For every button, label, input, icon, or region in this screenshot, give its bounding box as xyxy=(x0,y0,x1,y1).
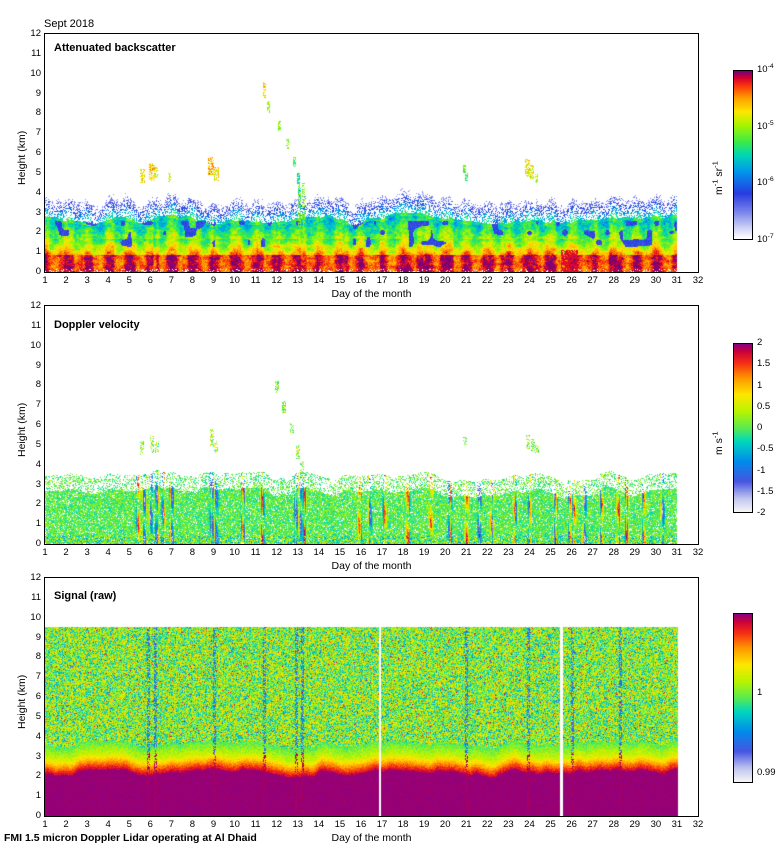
x-tick-label: 11 xyxy=(250,275,261,286)
x-tick-label: 13 xyxy=(292,547,304,558)
x-tick-label: 19 xyxy=(418,819,430,830)
x-tick-label: 14 xyxy=(313,547,325,558)
x-tick-label: 25 xyxy=(545,275,556,286)
x-tick-label: 12 xyxy=(271,547,282,558)
colorbar3-tick: 0.99 xyxy=(757,766,776,778)
x-tick-label: 16 xyxy=(355,547,367,558)
colorbar2-tick: 1.5 xyxy=(757,358,771,370)
x-tick-label: 28 xyxy=(608,547,620,558)
panel-title-attenuated-backscatter: Attenuated backscatter xyxy=(52,41,179,55)
y-tick-label: 7 xyxy=(35,671,41,683)
colorbar-signal-raw xyxy=(733,613,753,783)
y-tick-label: 12 xyxy=(30,300,41,311)
panel1-y-axis-label: Height (km) xyxy=(16,130,28,185)
x-tick-label: 17 xyxy=(376,819,388,830)
x-tick-label: 20 xyxy=(439,819,451,830)
y-tick-label: 5 xyxy=(35,166,41,178)
x-tick-label: 11 xyxy=(250,819,261,830)
x-tick-label: 3 xyxy=(84,275,90,286)
x-tick-label: 13 xyxy=(292,275,304,286)
x-tick-label: 30 xyxy=(650,819,662,830)
panel3-x-axis-label: Day of the month xyxy=(331,832,412,844)
x-tick-label: 12 xyxy=(271,819,282,830)
panel-doppler-velocity-plot[interactable] xyxy=(44,305,699,545)
x-tick-label: 19 xyxy=(418,547,430,558)
x-tick-label: 27 xyxy=(587,547,598,558)
y-tick-label: 9 xyxy=(35,359,41,371)
x-tick-label: 22 xyxy=(482,547,493,558)
x-tick-label: 16 xyxy=(355,819,367,830)
y-tick-label: 10 xyxy=(30,67,41,79)
x-tick-label: 27 xyxy=(587,275,598,286)
x-tick-label: 4 xyxy=(105,819,111,830)
x-tick-label: 32 xyxy=(692,819,704,830)
x-tick-label: 8 xyxy=(189,547,196,558)
y-tick-label: 9 xyxy=(35,631,41,643)
y-tick-label: 5 xyxy=(35,710,41,722)
figure-date-label: Sept 2018 xyxy=(44,18,95,30)
y-tick-label: 11 xyxy=(31,319,41,331)
x-tick-label: 7 xyxy=(168,547,175,558)
x-tick-label: 9 xyxy=(210,819,217,830)
colorbar2-unit: m $s^{-1}$ xyxy=(710,431,725,455)
x-tick-label: 29 xyxy=(629,819,641,830)
x-tick-label: 5 xyxy=(126,547,132,558)
y-tick-label: 1 xyxy=(35,790,41,802)
x-tick-label: 14 xyxy=(313,275,325,286)
x-tick-label: 24 xyxy=(524,275,535,286)
x-tick-label: 12 xyxy=(271,275,282,286)
x-tick-label: 1 xyxy=(42,275,48,286)
x-tick-label: 18 xyxy=(397,547,409,558)
y-tick-label: 6 xyxy=(35,419,41,430)
x-tick-label: 24 xyxy=(524,819,535,830)
x-tick-label: 5 xyxy=(126,819,132,830)
y-tick-label: 8 xyxy=(35,107,41,119)
y-tick-label: 3 xyxy=(35,206,41,218)
y-tick-label: 2 xyxy=(35,770,41,782)
x-tick-label: 26 xyxy=(566,819,577,830)
y-tick-label: 1 xyxy=(35,518,41,530)
x-tick-label: 10 xyxy=(229,819,240,830)
x-tick-label: 13 xyxy=(292,819,304,830)
panel1-x-axis-label: Day of the month xyxy=(331,288,412,300)
colorbar2-tick: 2 xyxy=(757,337,763,348)
y-tick-label: 8 xyxy=(35,379,41,391)
y-tick-label: 6 xyxy=(35,147,41,158)
x-tick-label: 3 xyxy=(84,819,90,830)
x-tick-label: 18 xyxy=(397,275,409,286)
x-tick-label: 18 xyxy=(397,819,409,830)
x-tick-label: 8 xyxy=(189,275,196,286)
x-tick-label: 20 xyxy=(439,547,451,558)
colorbar2-tick: -1.5 xyxy=(757,485,774,497)
y-tick-label: 7 xyxy=(35,399,41,411)
y-tick-label: 11 xyxy=(31,47,41,59)
x-tick-label: 2 xyxy=(63,547,69,558)
panel-signal-raw-plot[interactable] xyxy=(44,577,699,817)
x-tick-label: 4 xyxy=(105,275,111,286)
panel-attenuated-backscatter-plot[interactable] xyxy=(44,33,699,273)
y-tick-label: 1 xyxy=(35,246,41,258)
x-tick-label: 17 xyxy=(376,275,388,286)
x-tick-label: 1 xyxy=(42,819,48,830)
x-tick-label: 32 xyxy=(692,275,704,286)
x-tick-label: 6 xyxy=(147,275,153,286)
y-tick-label: 12 xyxy=(30,28,41,39)
x-tick-label: 23 xyxy=(503,275,514,286)
x-tick-label: 31 xyxy=(671,819,683,830)
x-tick-label: 26 xyxy=(566,547,577,558)
x-tick-label: 1 xyxy=(42,547,48,558)
panel-title-signal-raw: Signal (raw) xyxy=(52,589,119,603)
x-tick-label: 28 xyxy=(608,819,620,830)
x-tick-label: 15 xyxy=(334,819,346,830)
colorbar1-tick: $10^{-7}$ xyxy=(757,233,774,246)
colorbar1-tick: $10^{-4}$ xyxy=(757,63,774,76)
y-tick-label: 10 xyxy=(30,339,41,351)
y-tick-label: 11 xyxy=(31,591,41,603)
x-tick-label: 31 xyxy=(671,275,683,286)
colorbar2-tick: 0.5 xyxy=(757,400,771,412)
x-tick-label: 8 xyxy=(189,819,196,830)
x-tick-label: 17 xyxy=(376,547,388,558)
x-tick-label: 6 xyxy=(147,819,153,830)
x-tick-label: 29 xyxy=(629,547,641,558)
x-tick-label: 30 xyxy=(650,275,662,286)
colorbar2-tick: 1 xyxy=(757,379,763,391)
x-tick-label: 25 xyxy=(545,819,556,830)
y-tick-label: 4 xyxy=(35,458,41,470)
y-tick-label: 0 xyxy=(35,538,41,549)
x-tick-label: 15 xyxy=(334,275,346,286)
x-tick-label: 30 xyxy=(650,547,662,558)
colorbar-doppler-velocity xyxy=(733,343,753,513)
colorbar-attenuated-backscatter xyxy=(733,70,753,240)
y-tick-label: 6 xyxy=(35,691,41,702)
x-tick-label: 21 xyxy=(460,819,472,830)
x-tick-label: 22 xyxy=(482,275,493,286)
x-tick-label: 22 xyxy=(482,819,493,830)
x-tick-label: 21 xyxy=(460,275,472,286)
x-tick-label: 25 xyxy=(545,547,556,558)
y-tick-label: 2 xyxy=(35,498,41,510)
x-tick-label: 4 xyxy=(105,547,111,558)
x-tick-label: 14 xyxy=(313,819,325,830)
y-tick-label: 0 xyxy=(35,266,41,277)
x-tick-label: 27 xyxy=(587,819,598,830)
colorbar2-tick: 0 xyxy=(757,422,763,433)
colorbar1-unit: $m^{-1}$ $sr^{-1}$ xyxy=(710,161,725,195)
y-tick-label: 7 xyxy=(35,127,41,139)
x-tick-label: 19 xyxy=(418,275,430,286)
x-tick-label: 28 xyxy=(608,275,620,286)
x-tick-label: 26 xyxy=(566,275,577,286)
x-tick-label: 10 xyxy=(229,275,240,286)
y-tick-label: 4 xyxy=(35,186,41,198)
colorbar2-tick: -0.5 xyxy=(757,443,774,455)
panel2-y-axis-label: Height (km) xyxy=(16,402,28,457)
x-tick-label: 7 xyxy=(168,819,175,830)
x-tick-label: 23 xyxy=(503,819,514,830)
x-tick-label: 9 xyxy=(210,547,217,558)
x-tick-label: 6 xyxy=(147,547,153,558)
y-tick-label: 4 xyxy=(35,730,41,742)
x-tick-label: 20 xyxy=(439,275,451,286)
y-tick-label: 3 xyxy=(35,478,41,490)
x-tick-label: 31 xyxy=(671,547,683,558)
x-tick-label: 23 xyxy=(503,547,514,558)
y-tick-label: 9 xyxy=(35,87,41,99)
x-tick-label: 7 xyxy=(168,275,175,286)
x-tick-label: 2 xyxy=(63,275,69,286)
y-tick-label: 8 xyxy=(35,651,41,663)
x-tick-label: 21 xyxy=(460,547,472,558)
x-tick-label: 29 xyxy=(629,275,641,286)
x-tick-label: 11 xyxy=(250,547,261,558)
panel3-y-axis-label: Height (km) xyxy=(16,674,28,729)
panel2-x-axis-label: Day of the month xyxy=(331,560,412,572)
y-tick-label: 0 xyxy=(35,810,41,821)
x-tick-label: 32 xyxy=(692,547,704,558)
figure-caption: FMI 1.5 micron Doppler Lidar operating at Al Dhaid xyxy=(4,832,257,844)
panel-title-doppler-velocity: Doppler velocity xyxy=(52,318,143,332)
colorbar2-tick: -1 xyxy=(757,464,766,476)
x-tick-label: 5 xyxy=(126,275,132,286)
colorbar1-tick: $10^{-6}$ xyxy=(757,176,774,189)
x-tick-label: 9 xyxy=(210,275,217,286)
y-tick-label: 5 xyxy=(35,438,41,450)
y-tick-label: 3 xyxy=(35,750,41,762)
colorbar2-tick: -2 xyxy=(757,507,766,518)
y-tick-label: 10 xyxy=(30,611,41,623)
x-tick-label: 15 xyxy=(334,547,346,558)
y-tick-label: 2 xyxy=(35,226,41,238)
x-tick-label: 3 xyxy=(84,547,90,558)
x-tick-label: 10 xyxy=(229,547,240,558)
colorbar3-tick: 1 xyxy=(757,686,763,698)
y-tick-label: 12 xyxy=(30,572,41,583)
x-tick-label: 16 xyxy=(355,275,367,286)
x-tick-label: 24 xyxy=(524,547,535,558)
x-tick-label: 2 xyxy=(63,819,69,830)
colorbar1-tick: $10^{-5}$ xyxy=(757,119,774,132)
